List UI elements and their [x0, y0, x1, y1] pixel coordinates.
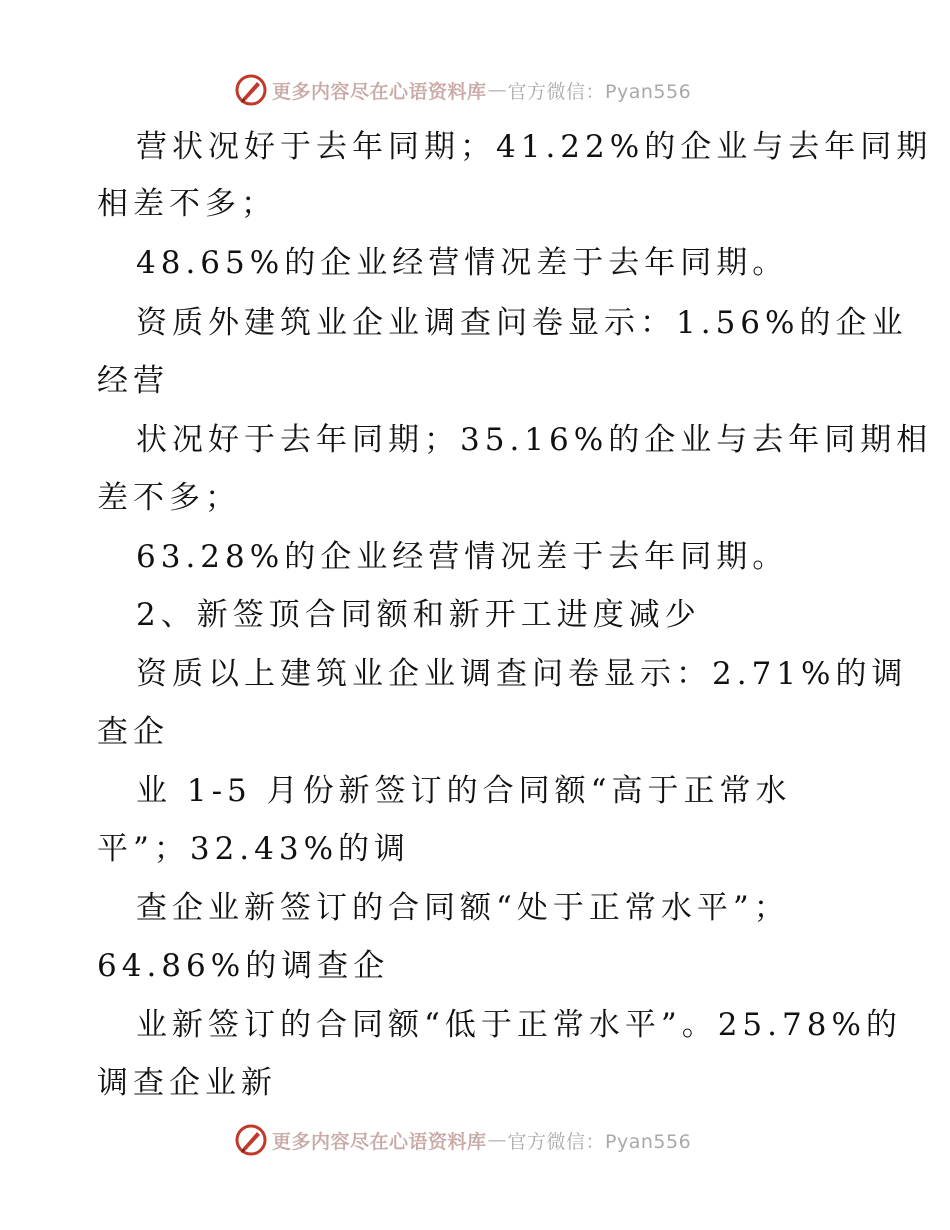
body-line: 查企	[97, 714, 169, 750]
body-line: 状况好于去年同期；35.16%的企业与去年同期相	[136, 422, 933, 458]
pen-logo-icon	[234, 73, 268, 107]
watermark-site-text: 更多内容尽在心语资料库	[272, 80, 487, 103]
body-line: 营状况好于去年同期；41.22%的企业与去年同期	[136, 129, 933, 165]
body-line: 调查企业新	[97, 1065, 277, 1101]
body-line: 平”；32.43%的调	[97, 831, 411, 867]
body-line: 64.86%的调查企	[97, 948, 390, 984]
watermark-site-text: 更多内容尽在心语资料库	[272, 1130, 487, 1153]
watermark-dash: —	[487, 79, 507, 101]
body-line: 48.65%的企业经营情况差于去年同期。	[136, 245, 789, 281]
body-line: 相差不多；	[97, 186, 277, 222]
footer-watermark	[234, 1122, 754, 1158]
body-line: 业 1-5 月份新签订的合同额“高于正常水	[136, 773, 792, 809]
body-line: 2、新签顶合同额和新开工进度减少	[136, 597, 701, 633]
watermark-dash: —	[487, 1129, 507, 1151]
body-line: 63.28%的企业经营情况差于去年同期。	[136, 539, 789, 575]
body-line: 经营	[97, 363, 169, 399]
header-watermark	[234, 72, 754, 108]
body-line: 查企业新签订的合同额“处于正常水平”；	[136, 890, 790, 926]
body-line: 资质以上建筑业企业调查问卷显示：2.71%的调	[136, 656, 908, 692]
watermark-wechat-text: 官方微信：Pyan556	[507, 80, 692, 103]
watermark-wechat-text: 官方微信：Pyan556	[507, 1130, 692, 1153]
body-line: 业新签订的合同额“低于正常水平”。25.78%的	[136, 1007, 902, 1043]
pen-logo-icon	[234, 1123, 268, 1157]
body-line: 资质外建筑业企业调查问卷显示：1.56%的企业	[136, 305, 908, 341]
body-line: 差不多；	[97, 480, 241, 516]
